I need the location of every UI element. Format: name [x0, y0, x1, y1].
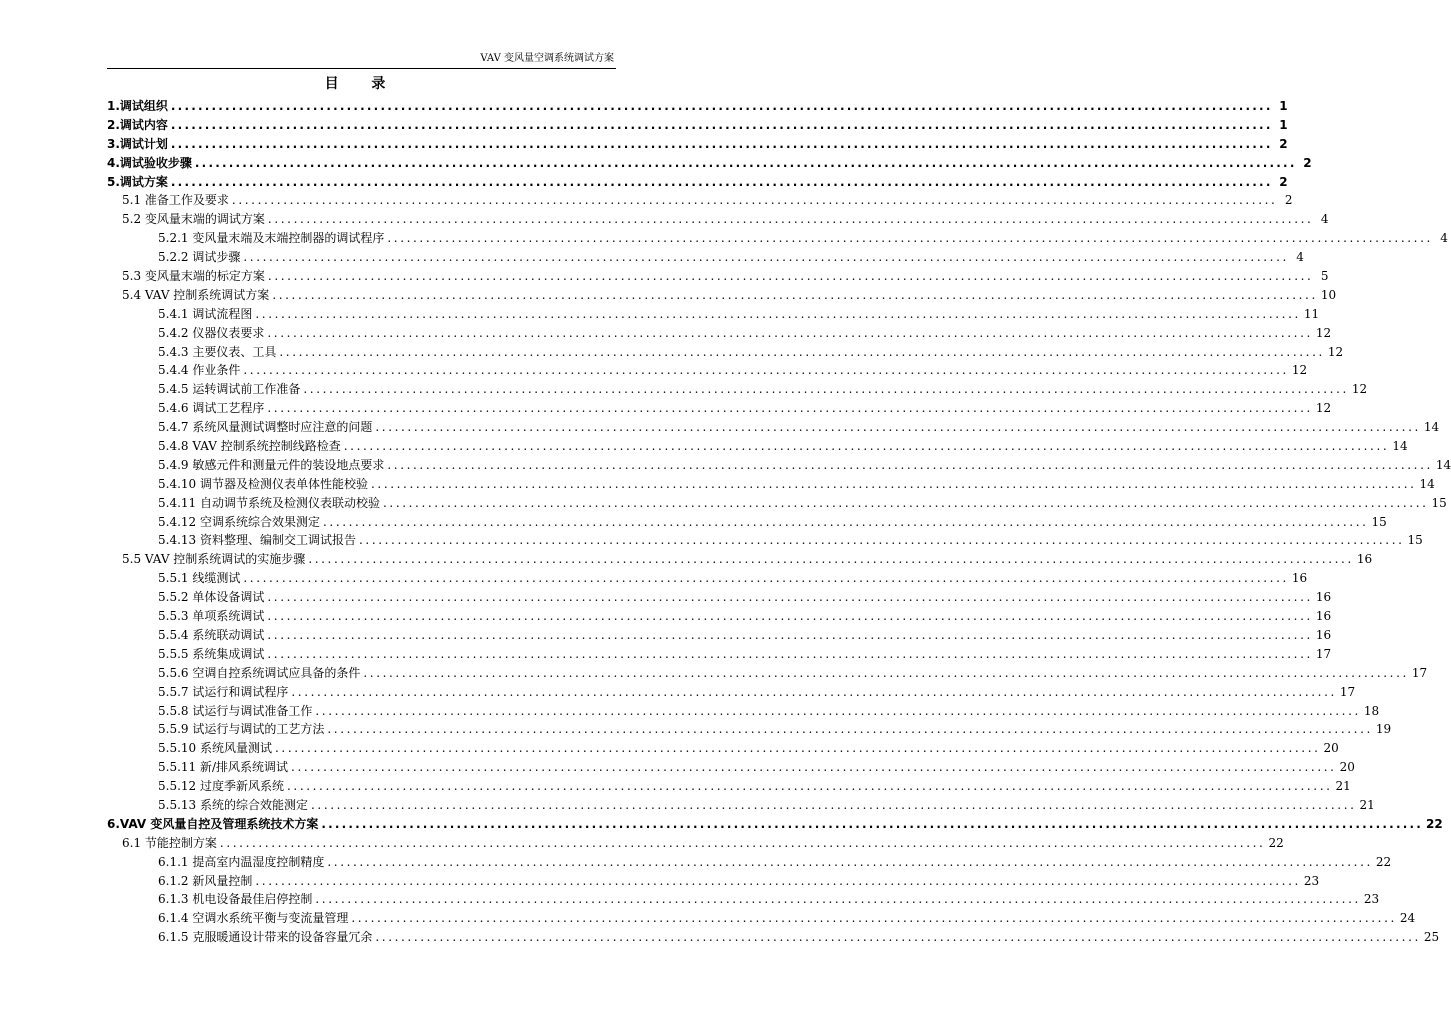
toc-dot-leader: ...................................................................................................................................................................	[291, 760, 1337, 775]
toc-entry-label: 6.1.1 提高室内温湿度控制精度	[158, 854, 325, 869]
toc-entry[interactable]	[107, 286, 1337, 305]
toc-entry-page-number: 20	[1323, 741, 1339, 756]
toc-entry-label: 5.2.2 调试步骤	[158, 250, 241, 265]
toc-entry-label: 5.4.12 空调系统综合效果测定	[158, 514, 320, 529]
table-of-contents	[107, 97, 1451, 947]
toc-entry[interactable]	[107, 720, 1392, 739]
toc-entry[interactable]	[107, 173, 1288, 192]
toc-entry[interactable]	[107, 531, 1423, 550]
toc-entry[interactable]	[107, 116, 1288, 135]
toc-entry[interactable]	[107, 399, 1332, 418]
toc-entry-label: 5.5 VAV 控制系统调试的实施步骤	[122, 552, 306, 567]
toc-entry[interactable]	[107, 702, 1380, 721]
toc-entry-page-number: 22	[1268, 835, 1284, 850]
toc-dot-leader: ...................................................................................................................................................................	[387, 457, 1433, 472]
toc-entry-label: 5.4.5 运转调试前工作准备	[158, 382, 301, 397]
toc-dot-leader: ...................................................................................................................................................................	[358, 533, 1405, 548]
toc-entry[interactable]	[107, 853, 1392, 872]
toc-entry-label: 5.2 变风量末端的调试方案	[122, 212, 265, 227]
toc-entry-label: 6.VAV 变风量自控及管理系统技术方案	[107, 816, 319, 831]
toc-entry-page-number: 23	[1303, 873, 1320, 888]
toc-entry-label: 5.4.11 自动调节系统及检测仪表联动校验	[158, 495, 380, 510]
toc-entry[interactable]	[107, 872, 1320, 891]
toc-entry-page-number: 4	[1320, 212, 1329, 227]
toc-entry-page-number: 14	[1435, 457, 1451, 472]
toc-dot-leader: ...................................................................................................................................................................	[267, 627, 1313, 642]
toc-dot-leader: ...................................................................................................................................................................	[243, 363, 1289, 378]
toc-entry-page-number: 17	[1315, 646, 1332, 661]
toc-entry[interactable]	[107, 229, 1448, 248]
toc-entry-page-number: 17	[1411, 665, 1428, 680]
toc-entry-label: 5.5.6 空调自控系统调试应具备的条件	[158, 665, 361, 680]
toc-entry-label: 5.3 变风量末端的标定方案	[122, 269, 265, 284]
toc-entry-page-number: 21	[1335, 779, 1351, 794]
toc-entry-page-number: 2	[1284, 193, 1293, 208]
toc-entry-label: 5.4.3 主要仪表、工具	[158, 344, 277, 359]
toc-dot-leader: ...................................................................................................................................................................	[382, 495, 1429, 510]
toc-entry-label: 5.5.11 新/排风系统调试	[158, 760, 289, 775]
toc-entry-page-number: 14	[1419, 476, 1435, 491]
toc-dot-leader: ...................................................................................................................................................................	[322, 514, 1369, 529]
toc-dot-leader: ...................................................................................................................................................................	[279, 344, 1325, 359]
toc-entry-page-number: 15	[1407, 533, 1423, 548]
toc-entry-page-number: 19	[1375, 722, 1392, 737]
toc-entry-label: 5.4 VAV 控制系统调试方案	[122, 287, 270, 302]
toc-entry-label: 5.5.7 试运行和调试程序	[158, 684, 289, 699]
toc-dot-leader: ...................................................................................................................................................................	[194, 155, 1297, 170]
toc-dot-leader: ...................................................................................................................................................................	[267, 269, 1314, 284]
toc-dot-leader: ...................................................................................................................................................................	[267, 212, 1314, 227]
toc-entry[interactable]	[107, 380, 1368, 399]
toc-dot-leader: ...................................................................................................................................................................	[267, 646, 1313, 661]
toc-entry-page-number: 16	[1356, 552, 1373, 567]
toc-entry[interactable]	[107, 154, 1312, 173]
toc-dot-leader: ...................................................................................................................................................................	[255, 306, 1301, 321]
toc-entry-page-number: 20	[1339, 760, 1355, 775]
toc-dot-leader: ...................................................................................................................................................................	[219, 835, 1266, 850]
toc-entry[interactable]	[107, 645, 1332, 664]
toc-entry[interactable]	[107, 324, 1332, 343]
toc-entry[interactable]	[107, 758, 1355, 777]
toc-entry[interactable]	[107, 664, 1428, 683]
toc-entry-label: 6.1 节能控制方案	[122, 835, 217, 850]
toc-entry[interactable]	[107, 683, 1356, 702]
toc-dot-leader: ...................................................................................................................................................................	[327, 722, 1373, 737]
toc-entry-label: 5.1 准备工作及要求	[122, 193, 229, 208]
toc-entry-label: 5.5.12 过度季新风系统	[158, 779, 284, 794]
toc-dot-leader: ...................................................................................................................................................................	[375, 930, 1421, 945]
toc-title: 目 录	[324, 76, 400, 92]
toc-dot-leader: ...................................................................................................................................................................	[243, 571, 1289, 586]
toc-entry[interactable]	[107, 437, 1408, 456]
toc-entry[interactable]	[107, 777, 1351, 796]
toc-dot-leader: ...................................................................................................................................................................	[387, 231, 1433, 246]
toc-entry[interactable]	[107, 834, 1284, 853]
toc-entry[interactable]	[107, 815, 1443, 834]
toc-entry-page-number: 21	[1359, 797, 1375, 812]
toc-entry-label: 5.调试方案	[107, 174, 168, 189]
toc-entry-page-number: 17	[1339, 684, 1356, 699]
toc-entry-page-number: 4	[1440, 231, 1448, 246]
toc-entry-page-number: 15	[1431, 495, 1447, 510]
toc-entry-page-number: 14	[1423, 420, 1440, 435]
toc-entry[interactable]	[107, 97, 1288, 116]
toc-entry[interactable]	[107, 550, 1373, 569]
toc-entry-page-number: 16	[1315, 609, 1332, 624]
toc-entry-page-number: 25	[1423, 930, 1440, 945]
toc-entry[interactable]	[107, 361, 1308, 380]
toc-entry-page-number: 16	[1315, 627, 1332, 642]
toc-entry-label: 5.5.1 线缆测试	[158, 571, 241, 586]
toc-dot-leader: ...................................................................................................................................................................	[231, 193, 1278, 208]
toc-entry-label: 5.4.9 敏感元件和测量元件的装设地点要求	[158, 457, 385, 472]
toc-dot-leader: ...................................................................................................................................................................	[170, 117, 1273, 132]
toc-dot-leader: ...................................................................................................................................................................	[286, 779, 1333, 794]
toc-entry-label: 6.1.5 克服暖通设计带来的设备容量冗余	[158, 930, 373, 945]
toc-entry-label: 5.4.6 调试工艺程序	[158, 401, 265, 416]
toc-entry[interactable]	[107, 191, 1293, 210]
toc-entry-label: 5.5.13 系统的综合效能测定	[158, 797, 308, 812]
toc-entry-label: 5.2.1 变风量末端及末端控制器的调试程序	[158, 231, 385, 246]
toc-entry-label: 5.4.4 作业条件	[158, 363, 241, 378]
toc-dot-leader: ...................................................................................................................................................................	[274, 741, 1321, 756]
toc-entry[interactable]	[107, 456, 1451, 475]
toc-entry[interactable]	[107, 928, 1440, 947]
toc-dot-leader: ...................................................................................................................................................................	[310, 797, 1357, 812]
toc-entry[interactable]	[107, 588, 1332, 607]
toc-entry-label: 6.1.4 空调水系统平衡与变流量管理	[158, 911, 349, 926]
toc-entry-label: 4.调试验收步骤	[107, 155, 192, 170]
toc-entry-label: 5.5.5 系统集成调试	[158, 646, 265, 661]
toc-entry-label: 5.5.3 单项系统调试	[158, 609, 265, 624]
toc-entry[interactable]	[107, 305, 1320, 324]
toc-entry-label: 5.4.7 系统风量测试调整时应注意的问题	[158, 420, 373, 435]
toc-entry[interactable]	[107, 739, 1339, 758]
toc-dot-leader: ...................................................................................................................................................................	[243, 250, 1289, 265]
toc-entry-label: 5.5.9 试运行与调试的工艺方法	[158, 722, 325, 737]
toc-entry-label: 5.5.4 系统联动调试	[158, 627, 265, 642]
toc-entry[interactable]	[107, 494, 1447, 513]
toc-entry-page-number: 2	[1279, 136, 1288, 151]
toc-entry-page-number: 1	[1279, 99, 1288, 113]
toc-dot-leader: ...................................................................................................................................................................	[343, 439, 1390, 454]
toc-entry-page-number: 14	[1392, 439, 1408, 454]
toc-entry[interactable]	[107, 569, 1308, 588]
toc-entry[interactable]	[107, 909, 1416, 928]
toc-entry[interactable]	[107, 135, 1288, 154]
toc-entry-label: 5.5.2 单体设备调试	[158, 590, 265, 605]
toc-entry-page-number: 4	[1296, 250, 1304, 265]
toc-entry[interactable]	[107, 890, 1380, 909]
toc-entry-label: 6.1.3 机电设备最佳启停控制	[158, 892, 313, 907]
toc-entry-page-number: 1	[1279, 117, 1288, 132]
toc-dot-leader: ...................................................................................................................................................................	[303, 382, 1349, 397]
toc-entry-page-number: 22	[1375, 854, 1392, 869]
toc-dot-leader: ...................................................................................................................................................................	[315, 892, 1361, 907]
toc-dot-leader: ...................................................................................................................................................................	[267, 401, 1313, 416]
toc-dot-leader: ...................................................................................................................................................................	[170, 174, 1273, 189]
toc-entry-page-number: 12	[1291, 363, 1308, 378]
toc-dot-leader: ...................................................................................................................................................................	[255, 873, 1301, 888]
toc-entry-page-number: 12	[1315, 325, 1332, 340]
toc-dot-leader: ...................................................................................................................................................................	[291, 684, 1337, 699]
toc-entry[interactable]	[107, 475, 1435, 494]
toc-entry-label: 5.4.13 资料整理、编制交工调试报告	[158, 533, 356, 548]
toc-entry[interactable]	[107, 267, 1329, 286]
toc-dot-leader: ...................................................................................................................................................................	[363, 665, 1409, 680]
toc-entry-page-number: 12	[1315, 401, 1332, 416]
toc-entry-page-number: 23	[1363, 892, 1380, 907]
toc-dot-leader: ...................................................................................................................................................................	[370, 476, 1417, 491]
toc-entry-page-number: 15	[1371, 514, 1387, 529]
toc-entry-label: 5.5.10 系统风量测试	[158, 741, 272, 756]
toc-dot-leader: ...................................................................................................................................................................	[170, 99, 1273, 113]
toc-entry-label: 5.4.10 调节器及检测仪表单体性能校验	[158, 476, 368, 491]
page-header	[107, 52, 616, 69]
toc-entry-page-number: 2	[1279, 174, 1288, 189]
toc-entry-page-number: 18	[1363, 703, 1380, 718]
toc-entry-page-number: 12	[1327, 344, 1344, 359]
toc-dot-leader: ...................................................................................................................................................................	[267, 325, 1313, 340]
toc-dot-leader: ...................................................................................................................................................................	[267, 609, 1313, 624]
toc-entry-label: 6.1.2 新风量控制	[158, 873, 253, 888]
toc-entry[interactable]	[107, 418, 1440, 437]
toc-dot-leader: ...................................................................................................................................................................	[327, 854, 1373, 869]
toc-entry-page-number: 16	[1291, 571, 1308, 586]
toc-dot-leader: ...................................................................................................................................................................	[351, 911, 1397, 926]
toc-entry-page-number: 16	[1315, 590, 1332, 605]
toc-entry-page-number: 11	[1303, 306, 1320, 321]
toc-dot-leader: ...................................................................................................................................................................	[272, 287, 1318, 302]
toc-entry-page-number: 2	[1303, 155, 1312, 170]
toc-entry-label: 3.调试计划	[107, 136, 168, 151]
toc-entry[interactable]	[107, 626, 1332, 645]
toc-dot-leader: ...................................................................................................................................................................	[321, 816, 1423, 831]
toc-dot-leader: ...................................................................................................................................................................	[308, 552, 1354, 567]
toc-entry-page-number: 10	[1320, 287, 1337, 302]
toc-entry-label: 5.5.8 试运行与调试准备工作	[158, 703, 313, 718]
toc-dot-leader: ...................................................................................................................................................................	[375, 420, 1421, 435]
toc-entry-label: 1.调试组织	[107, 99, 168, 113]
toc-entry[interactable]	[107, 796, 1375, 815]
toc-entry-label: 5.4.2 仪器仪表要求	[158, 325, 265, 340]
toc-entry-page-number: 24	[1399, 911, 1416, 926]
toc-entry-label: 5.4.1 调试流程图	[158, 306, 253, 321]
toc-entry[interactable]	[107, 343, 1344, 362]
header-text: VAV 变风量空调系统调试方案	[480, 53, 614, 64]
toc-entry-page-number: 5	[1320, 269, 1329, 284]
toc-entry-page-number: 12	[1351, 382, 1368, 397]
toc-entry[interactable]	[107, 607, 1332, 626]
toc-dot-leader: ...................................................................................................................................................................	[315, 703, 1361, 718]
toc-entry-label: 5.4.8 VAV 控制系统控制线路检查	[158, 439, 341, 454]
toc-dot-leader: ...................................................................................................................................................................	[170, 136, 1273, 151]
toc-dot-leader: ...................................................................................................................................................................	[267, 590, 1313, 605]
toc-entry[interactable]	[107, 513, 1387, 532]
toc-entry-label: 2.调试内容	[107, 117, 168, 132]
toc-entry-page-number: 22	[1425, 816, 1443, 831]
toc-entry[interactable]	[107, 248, 1304, 267]
toc-entry[interactable]	[107, 210, 1329, 229]
